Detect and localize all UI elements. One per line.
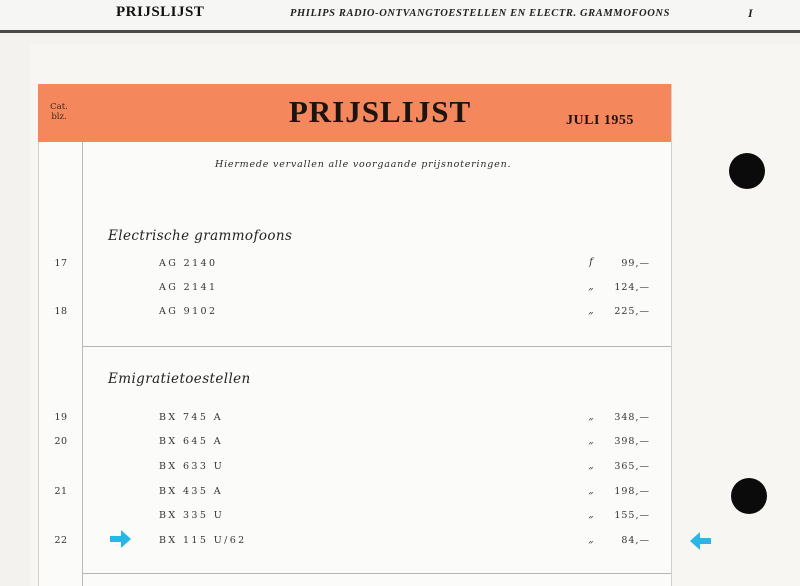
section-divider [83,573,671,574]
row-price: 99,— [621,258,650,269]
row-price: 398,— [614,436,650,447]
row-model: AG 2141 [159,282,218,293]
row-catalog-page: 17 [54,258,68,269]
price-list-date: JULI 1955 [566,113,634,128]
row-model: AG 9102 [159,306,218,317]
running-header-subtitle: PHILIPS RADIO-ONTVANGTOESTELLEN EN ELECTR. GRAMMOFOONS [290,8,671,19]
row-currency: „ [588,485,594,496]
section-divider [83,346,671,347]
row-currency: „ [588,305,594,316]
row-currency: „ [588,460,594,471]
table-row [38,304,670,322]
cat-label-line1: Cat. [50,102,68,112]
row-price: 198,— [614,486,650,497]
row-currency: „ [588,509,594,520]
table-row [38,256,670,274]
binder-hole-icon [729,153,765,189]
arrow-right-icon [110,529,132,549]
section-heading-emigratie: Emigratietoestellen [108,371,251,387]
catalog-page-label [46,102,72,122]
row-price: 84,— [621,535,650,546]
row-price: 225,— [614,306,650,317]
table-row [38,508,670,526]
table-row [38,434,670,452]
section-heading-grammofoons: Electrische grammofoons [108,228,293,244]
row-currency: „ [588,281,594,292]
row-catalog-page: 18 [54,306,68,317]
price-list-title: PRIJSLIJST [288,94,472,129]
running-header [0,0,800,33]
row-model: BX 645 A [159,436,223,447]
row-model: BX 745 A [159,412,223,423]
row-currency: f [589,257,593,268]
binder-hole-icon [731,478,767,514]
table-row [38,459,670,477]
row-catalog-page: 19 [54,412,68,423]
running-header-title: PRIJSLIJST [116,4,205,20]
row-model: BX 435 A [159,486,223,497]
row-catalog-page: 20 [54,436,68,447]
row-price: 155,— [614,510,650,521]
row-catalog-page: 21 [54,486,68,497]
row-model: BX 115 U/62 [159,535,247,546]
notice-text: Hiermede vervallen alle voorgaande prijsnoteringen. [215,159,512,170]
table-row [38,484,670,502]
table-row-highlighted [38,533,670,551]
arrow-left-icon [689,531,711,551]
table-row [38,410,670,428]
row-model: AG 2140 [159,258,218,269]
row-currency: „ [588,411,594,422]
row-model: BX 335 U [159,510,225,521]
table-row [38,280,670,298]
page-number: I [748,6,753,20]
row-price: 365,— [614,461,650,472]
row-currency: „ [588,534,594,545]
cat-label-line2: blz. [51,112,67,122]
row-price: 348,— [614,412,650,423]
row-catalog-page: 22 [54,535,68,546]
row-currency: „ [588,435,594,446]
row-model: BX 633 U [159,461,225,472]
row-price: 124,— [614,282,650,293]
